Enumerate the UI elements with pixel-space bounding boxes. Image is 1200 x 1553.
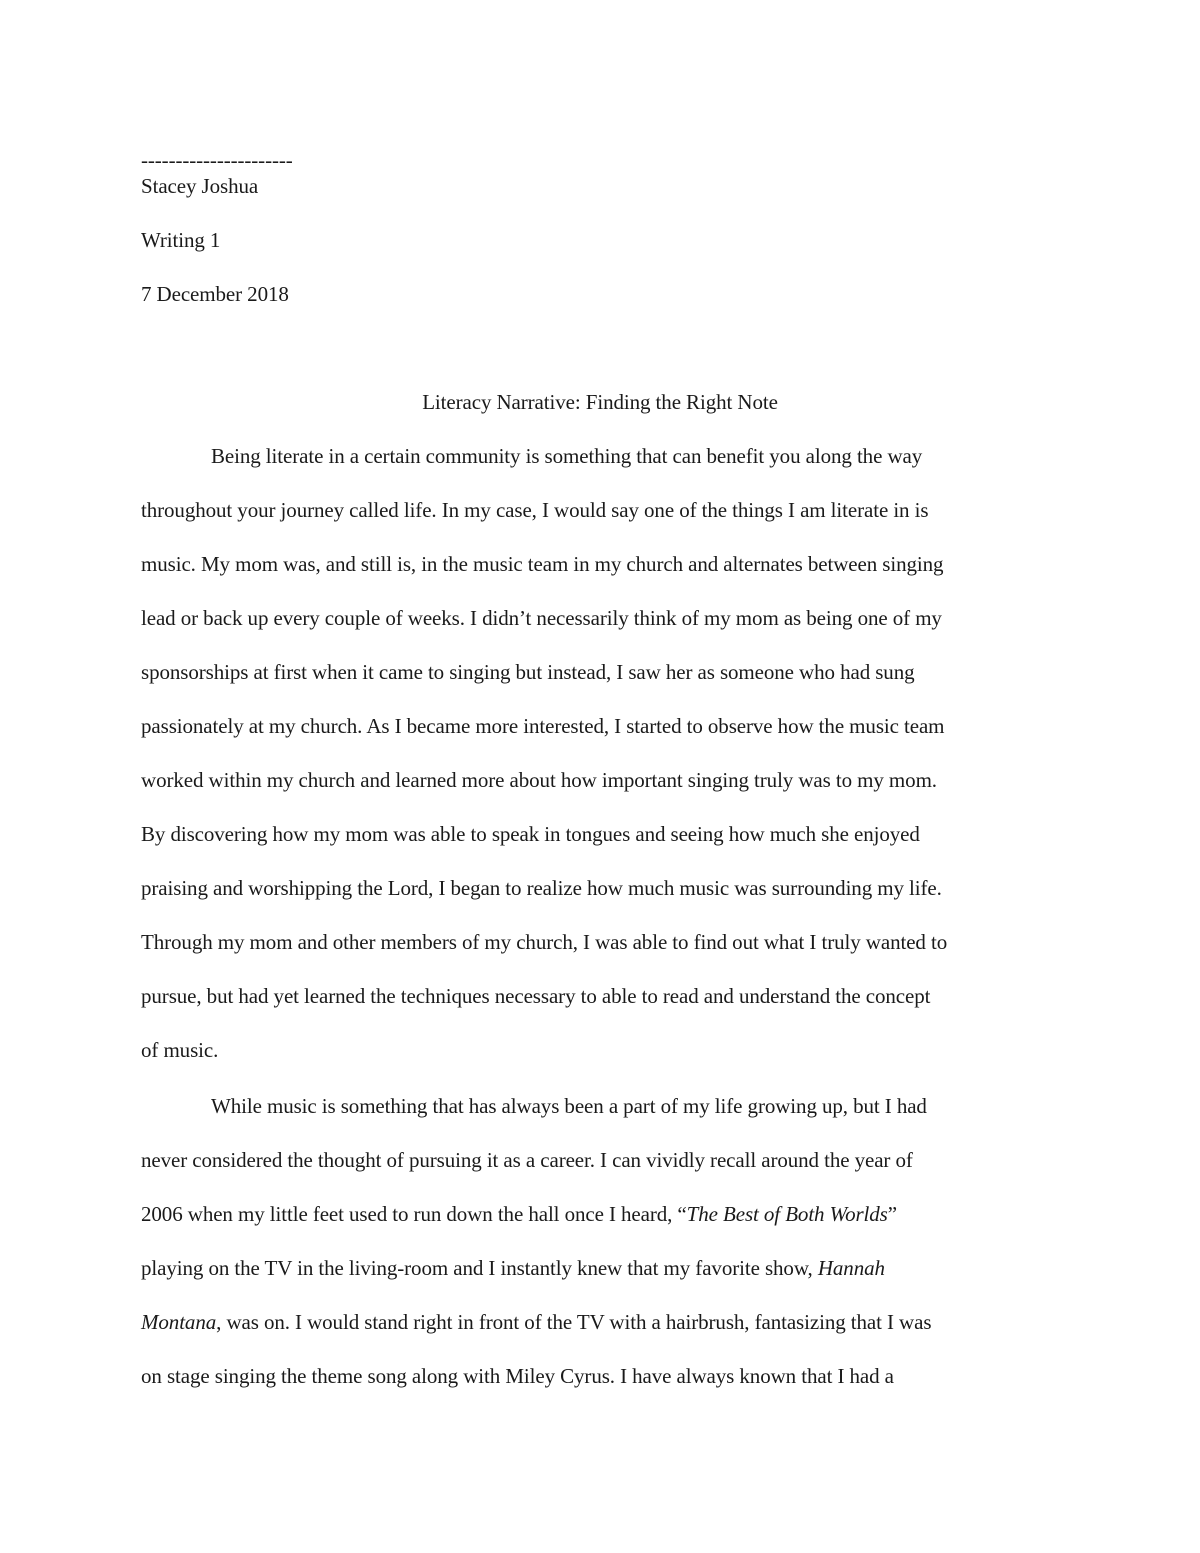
song-title: The Best of Both Worlds (686, 1202, 888, 1226)
course-name: Writing 1 (141, 228, 221, 252)
body-line: sponsorships at first when it came to singing but instead, I saw her as someone who had sung (141, 660, 915, 684)
body-text: ” (887, 1202, 897, 1226)
body-line: Through my mom and other members of my church, I was able to find out what I truly wanted to (141, 930, 948, 954)
document-title: Literacy Narrative: Finding the Right Note (422, 390, 778, 414)
author-name: Stacey Joshua (141, 174, 259, 198)
body-line: pursue, but had yet learned the techniques necessary to able to read and understand the concept (141, 984, 931, 1008)
body-line: never considered the thought of pursuing it as a career. I can vividly recall around the year of (141, 1148, 913, 1172)
body-line: passionately at my church. As I became more interested, I started to observe how the music team (141, 714, 945, 738)
show-title: Montana (141, 1310, 217, 1334)
body-text: 2006 when my little feet used to run down the hall once I heard, “ (141, 1202, 687, 1226)
body-line: music. My mom was, and still is, in the music team in my church and alternates between singing (141, 552, 944, 576)
body-line: Being literate in a certain community is something that can benefit you along the way (211, 444, 923, 468)
body-line: on stage singing the theme song along with Miley Cyrus. I have always known that I had a (141, 1364, 894, 1388)
body-line (141, 1199, 897, 1229)
body-text: , was on. I would stand right in front of the TV with a hairbrush, fantasizing that I was (216, 1310, 932, 1334)
body-line: praising and worshipping the Lord, I began to realize how much music was surrounding my life. (141, 876, 942, 900)
show-title: Hannah (817, 1256, 885, 1280)
document-date: 7 December 2018 (141, 282, 289, 306)
redacted-line: ---------------------- (141, 148, 293, 172)
body-line (141, 1307, 931, 1337)
body-line (141, 1253, 885, 1283)
body-line: While music is something that has always been a part of my life growing up, but I had (211, 1094, 927, 1118)
body-line: throughout your journey called life. In my case, I would say one of the things I am literate in is (141, 498, 929, 522)
body-line: By discovering how my mom was able to speak in tongues and seeing how much she enjoyed (141, 822, 920, 846)
body-line: lead or back up every couple of weeks. I didn’t necessarily think of my mom as being one of my (141, 606, 942, 630)
body-line: worked within my church and learned more about how important singing truly was to my mom. (141, 768, 937, 792)
body-text: playing on the TV in the living-room and I instantly knew that my favorite show, (141, 1256, 818, 1280)
body-line: of music. (141, 1038, 219, 1062)
